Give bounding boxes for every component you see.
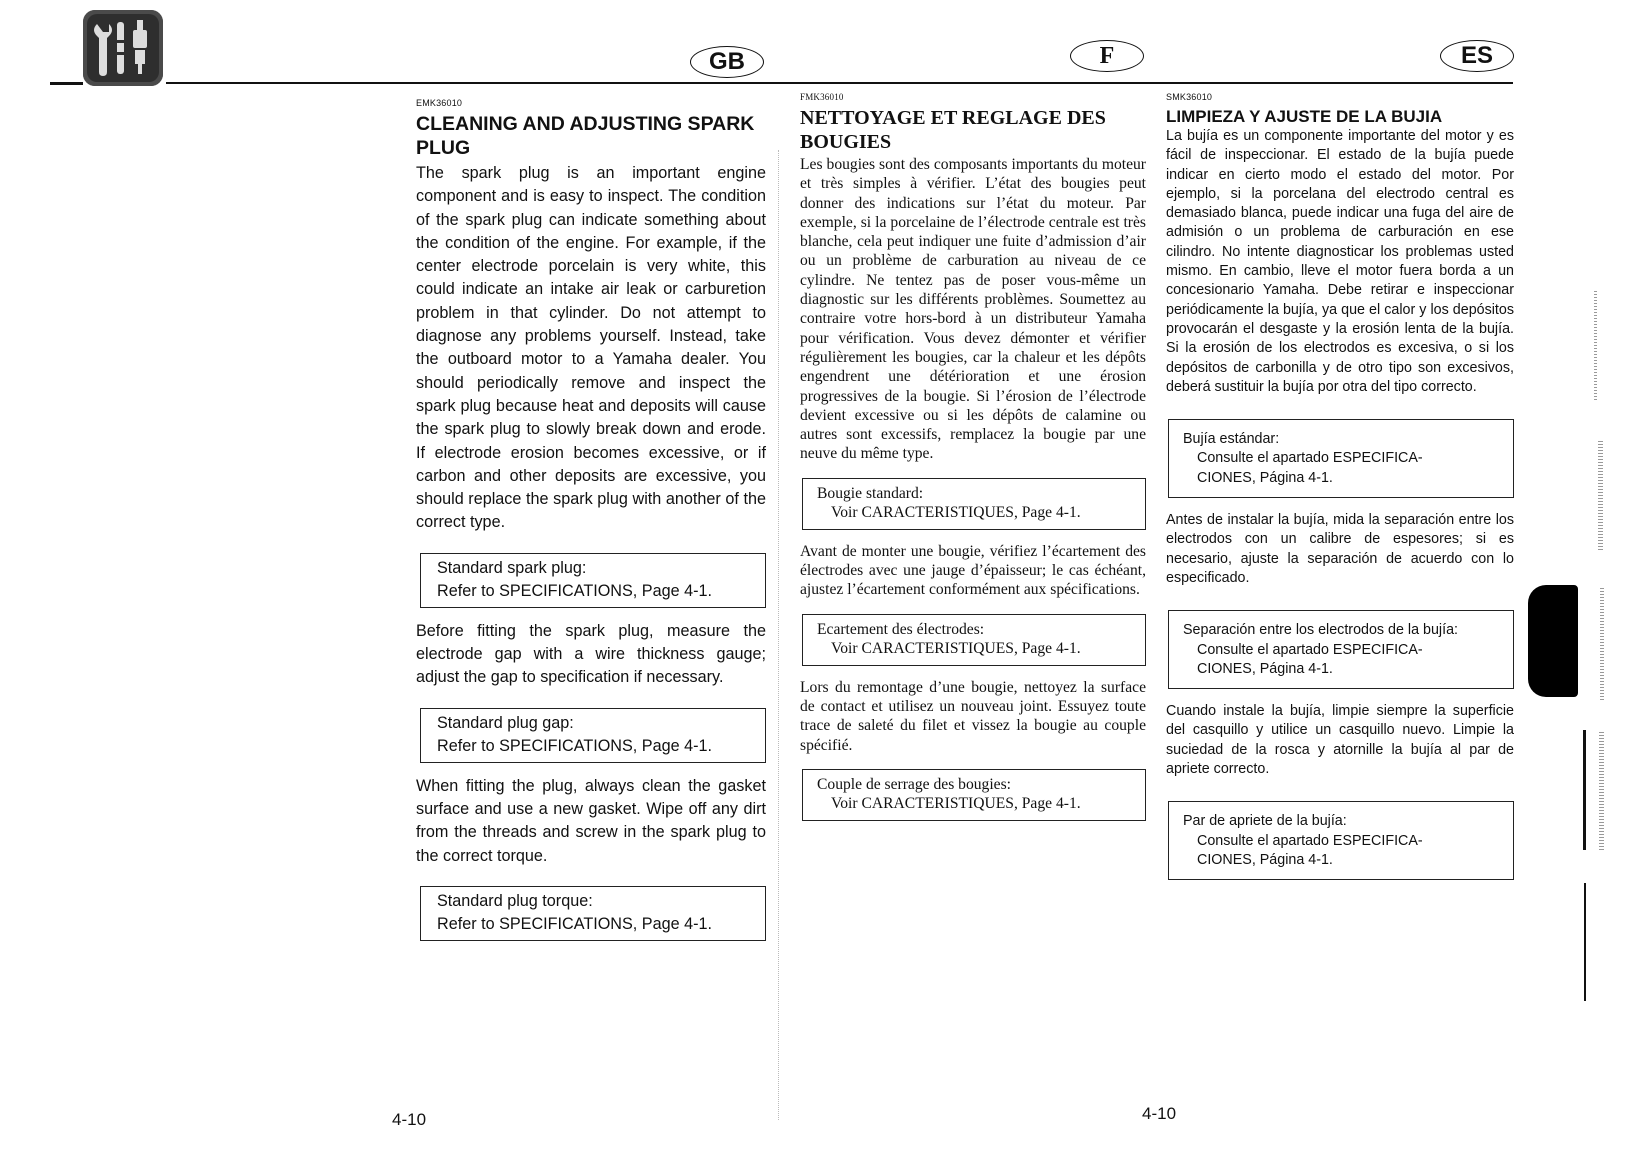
spec-box bbox=[802, 614, 1146, 666]
tools-logo-icon bbox=[83, 10, 163, 86]
spec-value: Voir CARACTERISTIQUES, Page 4-1. bbox=[831, 795, 1081, 813]
language-badge-es: ES bbox=[1440, 40, 1514, 72]
scan-artifact bbox=[1598, 440, 1603, 550]
chapter-tab bbox=[1528, 585, 1578, 697]
spec-box bbox=[802, 769, 1146, 821]
spec-label: Separación entre los electrodos de la bujía: bbox=[1183, 622, 1458, 639]
section-title: LIMPIEZA Y AJUSTE DE LA BUJIA bbox=[1166, 107, 1443, 126]
body-paragraph: Cuando instale la bujía, limpie siempre la superficie del casquillo y utilice un casquillo nuevo. Limpie la suciedad de la rosca y atornille la bujía al par de apriete correcto. bbox=[1166, 703, 1514, 778]
spec-value: Refer to SPECIFICATIONS, Page 4-1. bbox=[437, 914, 712, 933]
spec-box bbox=[1168, 610, 1514, 689]
spec-label: Standard plug gap: bbox=[437, 713, 574, 732]
spec-box bbox=[1168, 419, 1514, 498]
section-code: EMK36010 bbox=[416, 98, 463, 108]
page-number-right: 4-10 bbox=[1142, 1104, 1177, 1123]
spec-box bbox=[420, 553, 766, 608]
body-paragraph: The spark plug is an important engine component and is easy to inspect. The condition of the spark plug can indicate something about the condition of the engine. For example, if the center electrode porcelain is very white, this could indicate an intake air leak or carburetion problem in that cylinder. Do not attempt to diagnose any problems yourself. Instead, take the outboard motor to a Yamaha dealer. You should periodically remove and inspect the spark plug because heat and deposits will cause the spark plug to slowly break down and erode. If electrode erosion becomes excessive, or if carbon and other deposits are excessive, you should replace the spark plug with another of the correct type. bbox=[416, 164, 766, 532]
body-paragraph: When fitting the plug, always clean the gasket surface and use a new gasket. Wipe off any dirt from the threads and screw in the spark plug to the correct torque. bbox=[416, 776, 766, 865]
spec-value-line2: CIONES, Página 4-1. bbox=[1197, 469, 1333, 486]
margin-bar bbox=[1583, 730, 1586, 850]
section-title: CLEANING AND ADJUSTING SPARK PLUG bbox=[416, 113, 755, 159]
scan-artifact bbox=[1600, 588, 1604, 700]
spec-value: Voir CARACTERISTIQUES, Page 4-1. bbox=[831, 504, 1081, 522]
spec-value: Voir CARACTERISTIQUES, Page 4-1. bbox=[831, 640, 1081, 658]
spec-box bbox=[420, 886, 766, 941]
spec-box bbox=[420, 708, 766, 763]
section-code: SMK36010 bbox=[1166, 92, 1213, 102]
spec-value-line1: Consulte el apartado ESPECIFICA- bbox=[1197, 450, 1423, 467]
spec-label: Ecartement des électrodes: bbox=[817, 620, 985, 638]
french-section bbox=[800, 92, 1146, 833]
spec-label: Standard plug torque: bbox=[437, 891, 593, 910]
body-paragraph: Avant de monter une bougie, vérifiez l’écartement des électrodes avec une jauge d’épaisseur; le cas échéant, ajustez l’écartement conformément aux spécifications. bbox=[800, 542, 1146, 599]
page-number-left: 4-10 bbox=[392, 1110, 427, 1129]
spec-label: Couple de serrage des bougies: bbox=[817, 775, 1012, 793]
body-paragraph: La bujía es un componente importante del motor y es fácil de inspeccionar. El estado de la bujía puede indicar en cierto modo el estado del motor. Por ejemplo, si la porcelana del electrodo central es demasiado blanca, puede indicar una fuga del aire de admisión o un problema de carburación en ese cilindro. No intente diagnosticar los problemas usted mismo. En cambio, lleve el motor fuera borda a un concesionario Yamaha. Debe retirar e inspeccionar periódicamente la bujía, ya que el calor y los depósitos provocarán el desgaste y la erosión lenta de la bujía. Si la erosión de los electrodos es excesiva, o si los depósitos de carbonilla y de otro tipo son excesivos, deberá sustituir la bujía por otra del tipo correcto. bbox=[1166, 128, 1514, 395]
spec-value-line1: Consulte el apartado ESPECIFICA- bbox=[1197, 832, 1423, 849]
header-rule-left bbox=[50, 82, 83, 85]
spec-label: Par de apriete de la bujía: bbox=[1183, 813, 1347, 830]
spec-value: Refer to SPECIFICATIONS, Page 4-1. bbox=[437, 736, 712, 755]
column-divider bbox=[778, 150, 779, 1120]
spec-label: Standard spark plug: bbox=[437, 558, 587, 577]
spec-value-line1: Consulte el apartado ESPECIFICA- bbox=[1197, 641, 1423, 658]
body-paragraph: Before fitting the spark plug, measure the electrode gap with a wire thickness gauge; adjust the gap to specification if necessary. bbox=[416, 621, 766, 687]
header-rule bbox=[166, 82, 1513, 84]
body-paragraph: Lors du remontage d’une bougie, nettoyez la surface de contact et utilisez un nouveau joint. Essuyez toute trace de saleté du filet et vissez la bougie au couple spécifié. bbox=[800, 678, 1146, 754]
english-section bbox=[416, 98, 766, 953]
scan-artifact bbox=[1599, 730, 1604, 850]
spec-box bbox=[802, 478, 1146, 530]
body-paragraph: Antes de instalar la bujía, mida la separación entre los electrodos con un calibre de espesores; si es necesario, ajuste la separación de acuerdo con lo especificado. bbox=[1166, 512, 1514, 586]
body-paragraph: Les bougies sont des composants importants du moteur et très simples à vérifier. L’état des bougies peut donner des indications sur l’état du moteur. Par exemple, si la porcelaine de l’électrode centrale est très blanche, cela peut indiquer une fuite d’admission d’air ou un problème de carburation au niveau de ce cylindre. Ne tentez pas de poser vous-même un diagnostic sur les différents problèmes. Soumettez au contraire votre hors-bord à un distributeur Yamaha pour vérification. Vous devez démonter et vérifier régulièrement les bougies, car la chaleur et les dépôts engendrent une détérioration et une érosion progressives de la bougie. Si l’érosion de l’électrode devient excessive ou si les dépôts de calamine ou autres sont excessifs, remplacez la bougie par une neuve du même type. bbox=[800, 156, 1146, 463]
spec-value: Refer to SPECIFICATIONS, Page 4-1. bbox=[437, 581, 712, 600]
spec-label: Bougie standard: bbox=[817, 484, 924, 502]
spec-value-line2: CIONES, Página 4-1. bbox=[1197, 660, 1333, 677]
margin-bar bbox=[1584, 883, 1586, 1001]
spec-value-line2: CIONES, Página 4-1. bbox=[1197, 851, 1333, 868]
scan-artifact bbox=[1594, 290, 1597, 400]
section-title: NETTOYAGE ET REGLAGE DES BOUGIES bbox=[800, 107, 1106, 153]
language-badge-f: F bbox=[1070, 40, 1144, 72]
spec-label: Bujía estándar: bbox=[1183, 431, 1280, 448]
spec-box bbox=[1168, 801, 1514, 880]
language-badge-gb: GB bbox=[690, 46, 764, 78]
section-code: FMK36010 bbox=[800, 92, 844, 102]
spanish-section bbox=[1166, 92, 1514, 893]
